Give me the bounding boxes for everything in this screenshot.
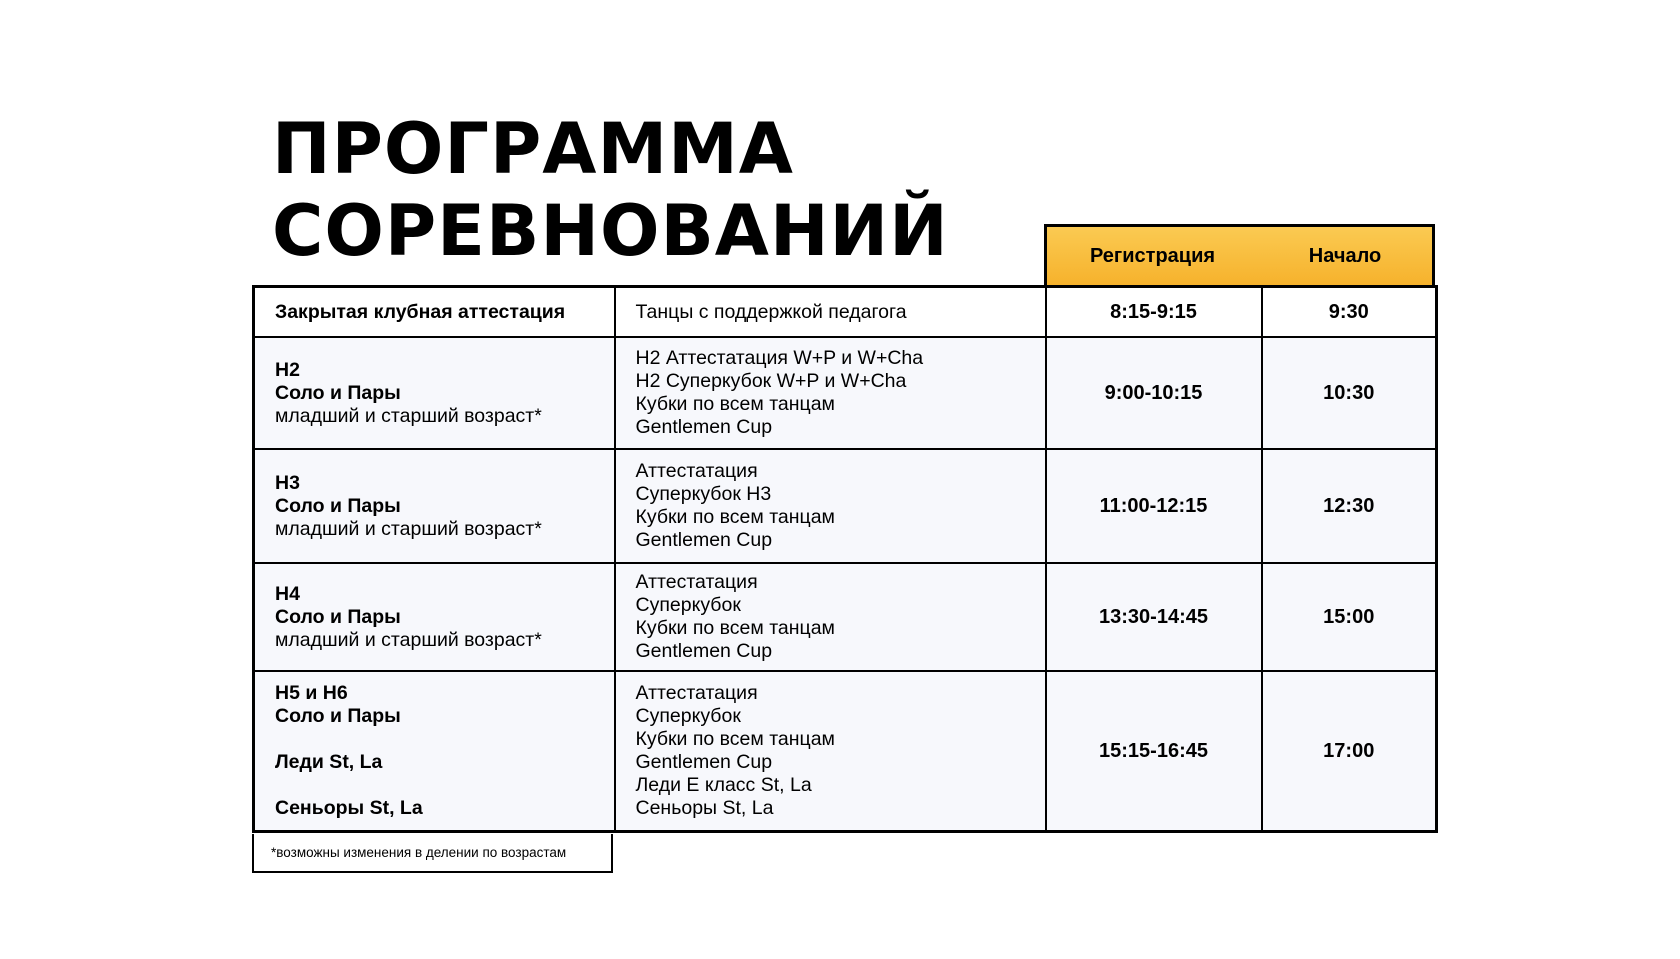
group-age: младший и старший возраст* — [275, 628, 542, 651]
event-item: Кубки по всем танцам — [635, 506, 835, 528]
group-subtitle: Соло и Пары — [275, 705, 401, 727]
group-name: Н4 — [275, 582, 300, 605]
event-item: Танцы с поддержкой педагога — [635, 300, 907, 323]
start-time: 15:00 — [1262, 563, 1437, 671]
events-cell — [615, 671, 1046, 832]
event-item: Аттестатация — [635, 460, 758, 482]
table-row — [254, 563, 1437, 671]
start-time: 12:30 — [1262, 449, 1437, 563]
title-line-1: ПРОГРАММА — [272, 108, 794, 190]
events-cell — [615, 337, 1046, 449]
footnote: *возможны изменения в делении по возрастам — [252, 834, 613, 873]
group-age: младший и старший возраст* — [275, 404, 542, 427]
group-name: Н5 и Н6 — [275, 682, 348, 704]
event-item: Аттестатация — [635, 682, 758, 704]
table-row — [254, 449, 1437, 563]
events-cell — [615, 287, 1046, 338]
event-item: Кубки по всем танцам — [635, 617, 835, 639]
event-item: Gentlemen Cup — [635, 416, 773, 438]
table-row — [254, 287, 1437, 338]
group-name: Н2 — [275, 358, 300, 381]
group-age: младший и старший возраст* — [275, 517, 542, 540]
event-item: Н2 Аттестатация W+P и W+Cha — [635, 347, 924, 369]
table-row — [254, 337, 1437, 449]
registration-time: 11:00-12:15 — [1046, 449, 1262, 563]
table-row — [254, 671, 1437, 832]
spacer — [275, 774, 614, 797]
start-time: 17:00 — [1262, 671, 1437, 832]
registration-time: 9:00-10:15 — [1046, 337, 1262, 449]
registration-time: 8:15-9:15 — [1046, 287, 1262, 338]
registration-time: 15:15-16:45 — [1046, 671, 1262, 832]
group-subtitle: Соло и Пары — [275, 494, 401, 517]
page-title — [272, 108, 949, 272]
event-item: Кубки по всем танцам — [635, 728, 835, 750]
group-extra-ladies: Леди St, La — [275, 751, 383, 773]
events-cell — [615, 449, 1046, 563]
start-time: 9:30 — [1262, 287, 1437, 338]
event-item: Gentlemen Cup — [635, 529, 773, 551]
event-item: Аттестатация — [635, 571, 758, 593]
event-item: Н2 Суперкубок W+P и W+Cha — [635, 370, 907, 392]
event-item: Леди Е класс St, La — [635, 774, 812, 796]
start-time: 10:30 — [1262, 337, 1437, 449]
column-header-start: Начало — [1258, 224, 1435, 285]
registration-time: 13:30-14:45 — [1046, 563, 1262, 671]
group-cell — [254, 449, 615, 563]
group-cell — [254, 671, 615, 832]
group-subtitle: Соло и Пары — [275, 381, 401, 404]
event-item: Сеньоры St, La — [635, 797, 774, 819]
event-item: Суперкубок Н3 — [635, 483, 772, 505]
group-extra-seniors: Сеньоры St, La — [275, 797, 423, 819]
event-item: Суперкубок — [635, 705, 741, 727]
group-cell — [254, 563, 615, 671]
group-subtitle: Соло и Пары — [275, 605, 401, 628]
event-item: Суперкубок — [635, 594, 741, 616]
event-item: Кубки по всем танцам — [635, 393, 835, 415]
event-item: Gentlemen Cup — [635, 751, 773, 773]
group-name: Н3 — [275, 471, 300, 494]
event-item: Gentlemen Cup — [635, 640, 773, 662]
group-cell — [254, 287, 615, 338]
title-line-2: СОРЕВНОВАНИЙ — [272, 190, 949, 272]
events-cell — [615, 563, 1046, 671]
schedule-table — [252, 285, 1438, 833]
column-header-registration: Регистрация — [1044, 224, 1260, 285]
spacer — [275, 728, 614, 751]
group-name: Закрытая клубная аттестация — [275, 300, 566, 323]
group-cell — [254, 337, 615, 449]
